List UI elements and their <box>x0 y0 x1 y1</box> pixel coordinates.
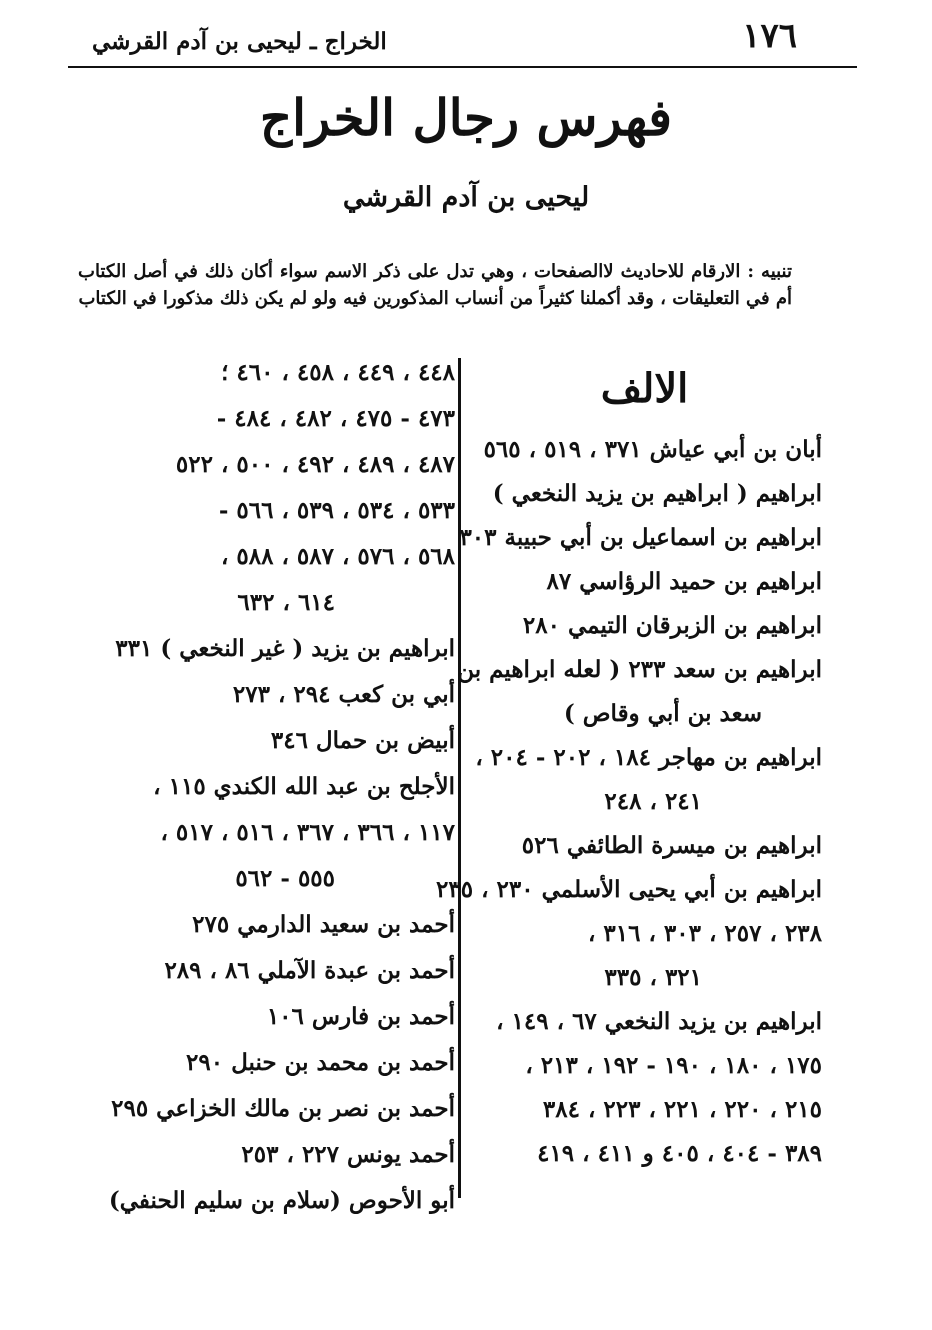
index-entry: أبي بن كعب ٢٩٤ ، ٢٧٣ <box>232 681 455 708</box>
index-entry-continuation: ٦١٤ ، ٦٣٢ <box>237 589 335 616</box>
index-entry-continuation: ٢٤١ ، ٢٤٨ <box>604 788 702 815</box>
index-entry: ابراهيم بن سعد ٢٣٣ ( لعله ابراهيم بن <box>457 656 822 683</box>
index-entry: أحمد بن سعيد الدارمي ٢٧٥ <box>192 911 455 938</box>
index-entry: ابراهيم بن يزيد النخعي ٦٧ ، ١٤٩ ، <box>496 1008 822 1035</box>
index-entry-continuation: ٤٤٨ ، ٤٤٩ ، ٤٥٨ ، ٤٦٠ ؛ <box>221 359 455 386</box>
page-title: فهرس رجال الخراج <box>259 88 673 147</box>
index-entry: أحمد بن محمد بن حنبل ٢٩٠ <box>186 1049 455 1076</box>
running-head <box>92 16 797 56</box>
index-entry: ابراهيم بن حميد الرؤاسي ٨٧ <box>546 568 822 595</box>
index-entry-continuation: ١١٧ ، ٣٦٦ ، ٣٦٧ ، ٥١٦ ، ٥١٧ ، <box>160 819 455 846</box>
index-entry: ابراهيم بن أبي يحيى الأسلمي ٢٣٠ ، ٢٣٥ <box>436 876 822 903</box>
index-entry: أحمد بن نصر بن مالك الخزاعي ٢٩٥ <box>111 1095 455 1122</box>
index-entry: أبيض بن حمال ٣٤٦ <box>270 727 455 754</box>
letter-heading: الالف <box>600 365 689 412</box>
index-entry: ابراهيم بن مهاجر ١٨٤ ، ٢٠٢ - ٢٠٤ ، <box>475 744 822 771</box>
column-divider <box>458 358 461 1198</box>
index-entry-continuation: سعد بن أبي وقاص ) <box>563 700 762 727</box>
index-entry: ابراهيم بن اسماعيل بن أبي حبيبة ٣٠٣ <box>459 524 822 551</box>
header-rule <box>68 66 857 68</box>
index-entry-continuation: ١٧٥ ، ١٨٠ ، ١٩٠ - ١٩٢ ، ٢١٣ ، <box>525 1052 822 1079</box>
index-entry-continuation: ٣٢١ ، ٣٣٥ <box>604 964 702 991</box>
index-entry-continuation: ٢٣٨ ، ٢٥٧ ، ٣٠٣ ، ٣١٦ ، <box>587 920 822 947</box>
index-entry-continuation: ٥٦٨ ، ٥٧٦ ، ٥٨٧ ، ٥٨٨ ، <box>220 543 455 570</box>
left-column <box>80 350 455 1224</box>
notice-paragraph: تنبيه : الارقام للاحاديث لاالصفحات ، وهي تدل على ذكر الاسم سواء أكان ذلك في أصل الكتاب أم في التعليقات ، وقد أكملنا كثيراً من أنساب المذكورين فيه ولو لم يكن ذلك مذكورا في الكتاب <box>78 261 792 309</box>
index-entry: أحمد يونس ٢٢٧ ، ٢٥٣ <box>241 1141 455 1168</box>
index-entry-continuation: ٥٥٥ - ٥٦٢ <box>235 865 335 892</box>
page-number: ١٧٦ <box>742 16 797 56</box>
index-entry-continuation: ٢١٥ ، ٢٢٠ ، ٢٢١ ، ٢٢٣ ، ٣٨٤ <box>542 1096 822 1123</box>
running-title: الخراج ـ ليحيى بن آدم القرشي <box>92 28 387 55</box>
page-subtitle: ليحيى بن آدم القرشي <box>342 182 590 213</box>
index-entry: ابراهيم ( ابراهيم بن يزيد النخعي ) <box>492 480 822 507</box>
right-column <box>436 350 822 1176</box>
index-entry: أحمد بن فارس ١٠٦ <box>266 1003 455 1030</box>
index-entry-continuation: ٤٨٧ ، ٤٨٩ ، ٤٩٢ ، ٥٠٠ ، ٥٢٢ <box>175 451 455 478</box>
index-entry: ابراهيم بن الزبرقان التيمي ٢٨٠ <box>522 612 822 639</box>
index-entry: أحمد بن عبدة الآملي ٨٦ ، ٢٨٩ <box>164 957 455 984</box>
index-entry: أبو الأحوص (سلام بن سليم الحنفي) <box>108 1187 455 1214</box>
index-entry: الأجلح بن عبد الله الكندي ١١٥ ، <box>153 773 455 800</box>
index-entry: ابراهيم بن ميسرة الطائفي ٥٢٦ <box>521 832 822 859</box>
index-entry-continuation: ٥٣٣ ، ٥٣٤ ، ٥٣٩ ، ٥٦٦ - <box>218 497 455 524</box>
index-entry: أبان بن أبي عياش ٣٧١ ، ٥١٩ ، ٥٦٥ <box>483 436 822 463</box>
index-entry: ابراهيم بن يزيد ( غير النخعي ) ٣٣١ <box>115 635 455 662</box>
index-entry-continuation: ٤٧٣ - ٤٧٥ ، ٤٨٢ ، ٤٨٤ - <box>216 405 455 432</box>
index-entry-continuation: ٣٨٩ - ٤٠٤ ، ٤٠٥ و ٤١١ ، ٤١٩ <box>537 1140 822 1167</box>
